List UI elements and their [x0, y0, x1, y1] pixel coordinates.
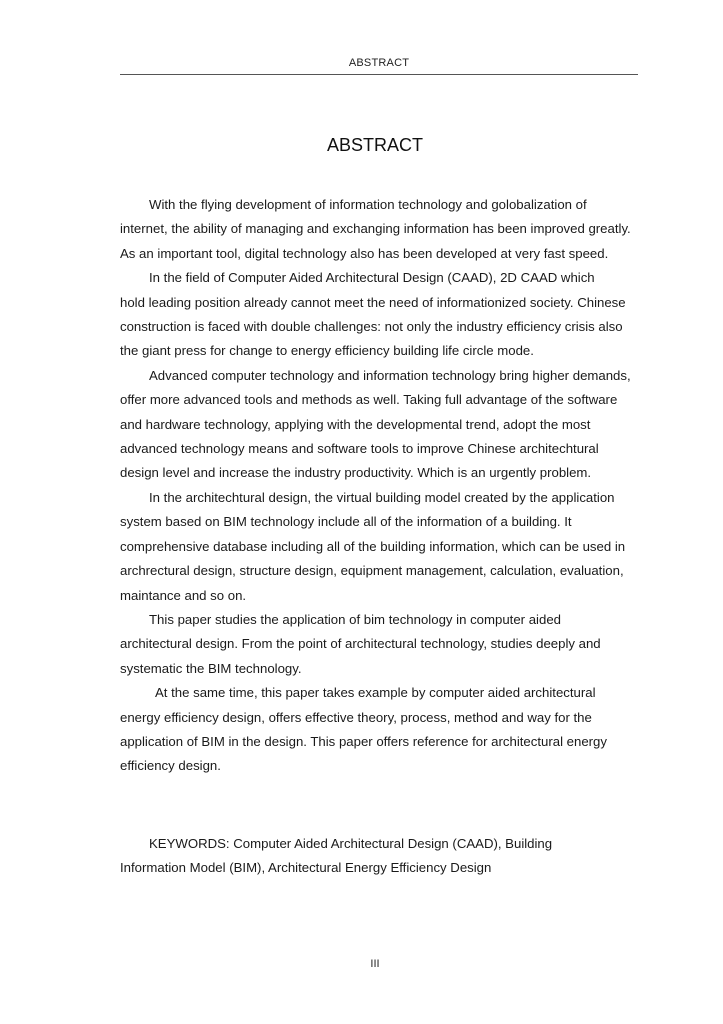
paragraph-5 [120, 608, 650, 681]
text-line: This paper studies the application of bim technology in computer aided [149, 611, 561, 627]
text-line: In the architechtural design, the virtual building model created by the application [149, 489, 615, 505]
text-line: As an important tool, digital technology also has been developed at very fast speed. [120, 245, 609, 261]
paragraph-4 [120, 486, 650, 608]
text-line: design level and increase the industry productivity. Which is an urgently problem. [120, 465, 592, 481]
text-line: maintance and so on. [120, 587, 247, 603]
text-line: efficiency design. [120, 758, 221, 774]
text-line: At the same time, this paper takes example by computer aided architectural [155, 685, 596, 701]
text-line: internet, the ability of managing and exchanging information has been improved greatly. [120, 221, 631, 237]
page-title: ABSTRACT [326, 135, 423, 155]
keywords-line: KEYWORDS: Computer Aided Architectural Design (CAAD), Building [149, 836, 553, 851]
text-line: the giant press for change to energy efficiency building life circle mode. [120, 343, 534, 359]
text-line: In the field of Computer Aided Architectural Design (CAAD), 2D CAAD which [149, 270, 595, 286]
text-line: system based on BIM technology include all of the information of a building. It [120, 514, 572, 530]
paragraph-6 [120, 681, 650, 779]
text-line: archrectural design, structure design, equipment management, calculation, evaluation, [120, 563, 624, 579]
paragraph-3 [120, 364, 650, 486]
text-line: offer more advanced tools and methods as well. Taking full advantage of the software [120, 392, 618, 408]
text-line: architectural design. From the point of architectural technology, studies deeply and [120, 636, 601, 652]
running-header: ABSTRACT [348, 57, 410, 69]
text-line: energy efficiency design, offers effective theory, process, method and way for the [120, 709, 592, 725]
text-line: Advanced computer technology and information technology bring higher demands, [149, 367, 631, 383]
text-line: advanced technology means and software tools to improve Chinese architechtural [120, 441, 599, 457]
header-divider [120, 74, 638, 75]
keywords-line: Information Model (BIM), Architectural Energy Efficiency Design [120, 860, 492, 876]
text-line: application of BIM in the design. This paper offers reference for architectural energy [120, 733, 607, 749]
text-line: construction is faced with double challenges: not only the industry efficiency crisis also [120, 319, 623, 335]
page-number: III [370, 958, 380, 970]
text-line: and hardware technology, applying with the developmental trend, adopt the most [120, 416, 591, 432]
text-line: hold leading position already cannot meet the need of informationized society. Chinese [120, 294, 626, 310]
text-line: comprehensive database including all of the building information, which can be used in [120, 538, 626, 554]
paragraph-1 [120, 193, 650, 266]
text-line: systematic the BIM technology. [120, 660, 302, 676]
keywords-section [120, 832, 650, 881]
paragraph-2 [120, 266, 650, 364]
text-line: With the flying development of information technology and golobalization of [149, 197, 587, 212]
abstract-body [120, 193, 650, 779]
